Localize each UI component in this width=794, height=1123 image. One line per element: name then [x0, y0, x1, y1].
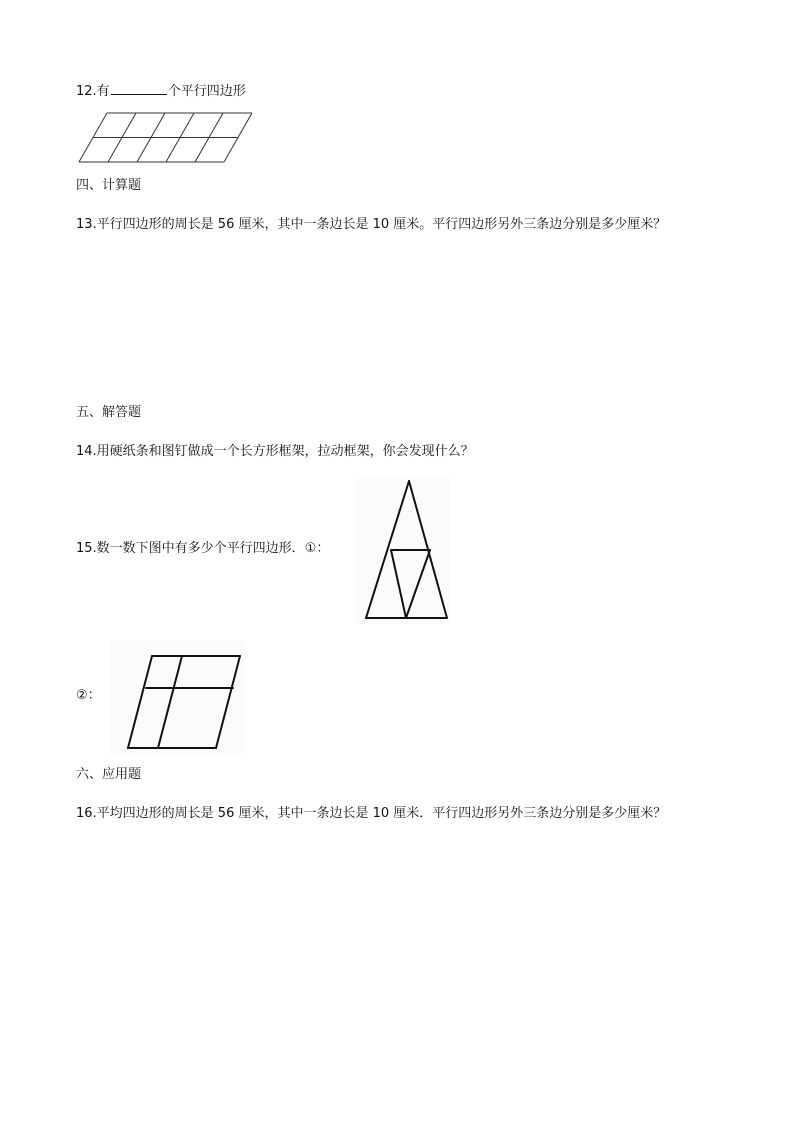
question-15-figure-2-label: ②： [76, 688, 101, 703]
question-16: 16.平均四边形的周长是 56 厘米，其中一条边长是 10 厘米．平行四边形另外三条边分别是多少厘米？ [76, 806, 667, 821]
divided-parallelogram-figure [110, 640, 245, 754]
section-5-title: 五、解答题 [76, 405, 142, 420]
question-14: 14.用硬纸条和图钉做成一个长方形框架，拉动框架，你会发现什么？ [76, 444, 474, 459]
question-12 [76, 82, 246, 101]
question-12-prefix: 12.有 [76, 84, 110, 99]
answer-blank [111, 82, 167, 95]
question-13: 13.平行四边形的周长是 56 厘米，其中一条边长是 10 厘米。平行四边形另外三条边分别是多少厘米？ [76, 217, 667, 232]
triangle-parallelogram-figure [355, 478, 450, 624]
section-6-title: 六、应用题 [76, 767, 142, 782]
question-12-suffix: 个平行四边形 [167, 84, 246, 99]
section-4-title: 四、计算题 [76, 178, 142, 193]
parallelogram-grid-figure [78, 112, 254, 164]
question-15: 15.数一数下图中有多少个平行四边形．①： [76, 541, 330, 556]
